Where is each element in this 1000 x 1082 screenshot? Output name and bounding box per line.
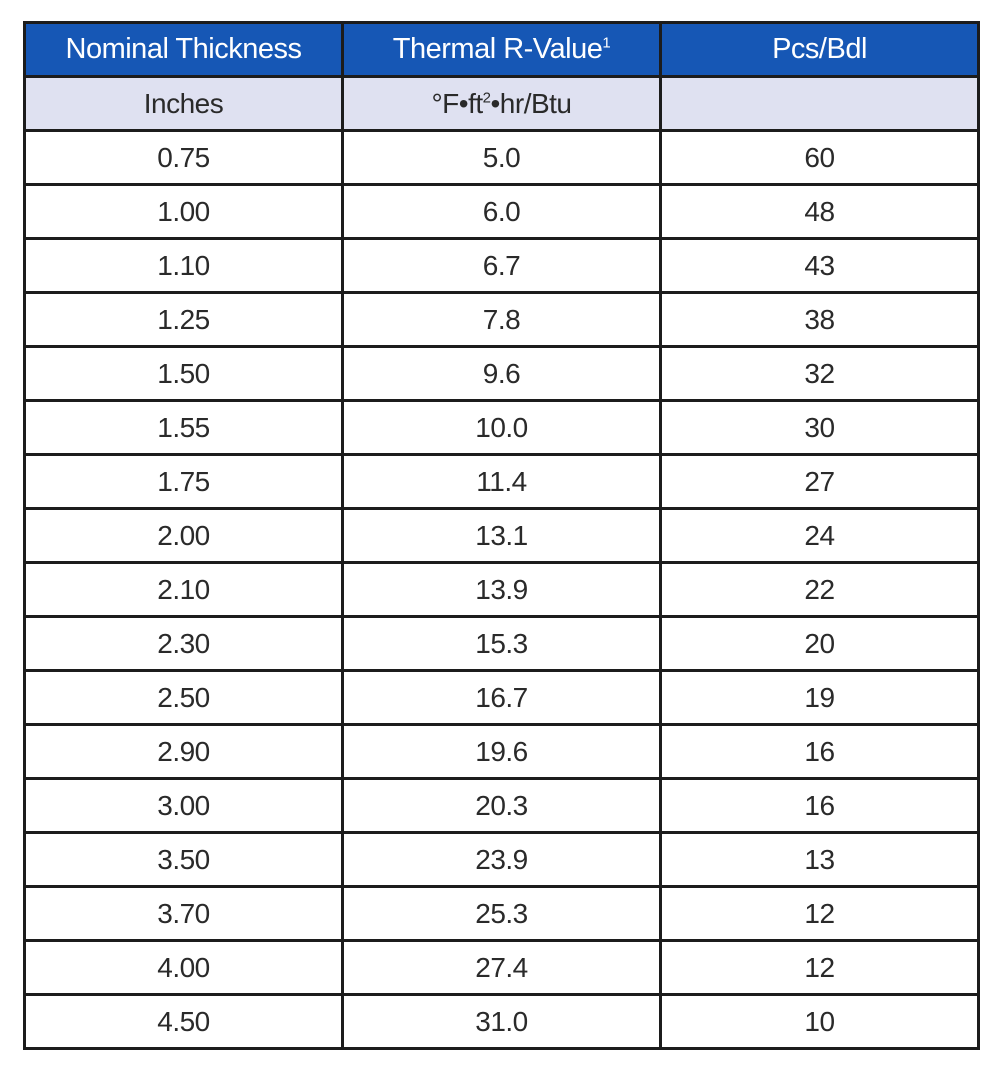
cell-thickness: 1.55 [25, 401, 343, 455]
cell-thickness: 3.50 [25, 833, 343, 887]
table-row [25, 401, 979, 455]
table-row [25, 347, 979, 401]
cell-thickness: 4.00 [25, 941, 343, 995]
cell-pcs-bdl: 12 [661, 941, 979, 995]
cell-r-value: 15.3 [343, 617, 661, 671]
unit-pcs-bdl [661, 77, 979, 131]
units-row [25, 77, 979, 131]
table-row [25, 131, 979, 185]
footnote-marker: 1 [602, 34, 611, 52]
cell-thickness: 1.00 [25, 185, 343, 239]
header-thermal-r-value [343, 23, 661, 77]
cell-r-value: 13.1 [343, 509, 661, 563]
table-row [25, 185, 979, 239]
cell-thickness: 0.75 [25, 131, 343, 185]
cell-pcs-bdl: 19 [661, 671, 979, 725]
cell-thickness: 2.50 [25, 671, 343, 725]
cell-r-value: 20.3 [343, 779, 661, 833]
table-row [25, 887, 979, 941]
table-row [25, 779, 979, 833]
table-row [25, 455, 979, 509]
cell-pcs-bdl: 16 [661, 779, 979, 833]
table-row [25, 293, 979, 347]
cell-pcs-bdl: 22 [661, 563, 979, 617]
cell-r-value: 5.0 [343, 131, 661, 185]
header-pcs-bdl [661, 23, 979, 77]
table-row [25, 725, 979, 779]
cell-pcs-bdl: 43 [661, 239, 979, 293]
thickness-rvalue-table [23, 21, 980, 1050]
cell-thickness: 2.90 [25, 725, 343, 779]
cell-thickness: 1.75 [25, 455, 343, 509]
cell-pcs-bdl: 32 [661, 347, 979, 401]
cell-pcs-bdl: 38 [661, 293, 979, 347]
cell-thickness: 2.00 [25, 509, 343, 563]
cell-pcs-bdl: 60 [661, 131, 979, 185]
cell-r-value: 6.0 [343, 185, 661, 239]
unit-r-value-post: •hr/Btu [490, 87, 572, 119]
unit-r-value-pre: °F•ft [431, 87, 483, 119]
cell-thickness: 1.50 [25, 347, 343, 401]
cell-r-value: 31.0 [343, 995, 661, 1049]
cell-r-value: 10.0 [343, 401, 661, 455]
unit-inches: Inches [25, 77, 343, 131]
header-pcs-bdl-label: Pcs/Bdl [772, 33, 867, 65]
cell-r-value: 19.6 [343, 725, 661, 779]
table-row [25, 563, 979, 617]
table-row [25, 833, 979, 887]
cell-thickness: 3.70 [25, 887, 343, 941]
cell-r-value: 9.6 [343, 347, 661, 401]
unit-r-value-sup: 2 [482, 89, 491, 107]
cell-r-value: 11.4 [343, 455, 661, 509]
cell-pcs-bdl: 30 [661, 401, 979, 455]
cell-r-value: 25.3 [343, 887, 661, 941]
cell-pcs-bdl: 10 [661, 995, 979, 1049]
table-row [25, 617, 979, 671]
cell-pcs-bdl: 24 [661, 509, 979, 563]
cell-thickness: 1.10 [25, 239, 343, 293]
cell-r-value: 27.4 [343, 941, 661, 995]
cell-r-value: 16.7 [343, 671, 661, 725]
cell-r-value: 23.9 [343, 833, 661, 887]
header-nominal-thickness [25, 23, 343, 77]
cell-thickness: 2.30 [25, 617, 343, 671]
cell-thickness: 3.00 [25, 779, 343, 833]
cell-pcs-bdl: 48 [661, 185, 979, 239]
cell-thickness: 4.50 [25, 995, 343, 1049]
cell-pcs-bdl: 12 [661, 887, 979, 941]
table-row [25, 671, 979, 725]
cell-r-value: 7.8 [343, 293, 661, 347]
cell-thickness: 1.25 [25, 293, 343, 347]
cell-pcs-bdl: 16 [661, 725, 979, 779]
cell-pcs-bdl: 27 [661, 455, 979, 509]
table-row [25, 995, 979, 1049]
table-row [25, 239, 979, 293]
cell-pcs-bdl: 13 [661, 833, 979, 887]
header-nominal-thickness-label: Nominal Thickness [65, 33, 302, 65]
table-row [25, 941, 979, 995]
cell-r-value: 13.9 [343, 563, 661, 617]
header-row [25, 23, 979, 77]
table-row [25, 509, 979, 563]
unit-r-value [343, 77, 661, 131]
cell-r-value: 6.7 [343, 239, 661, 293]
cell-thickness: 2.10 [25, 563, 343, 617]
header-thermal-r-value-label: Thermal R-Value [392, 33, 603, 65]
cell-pcs-bdl: 20 [661, 617, 979, 671]
